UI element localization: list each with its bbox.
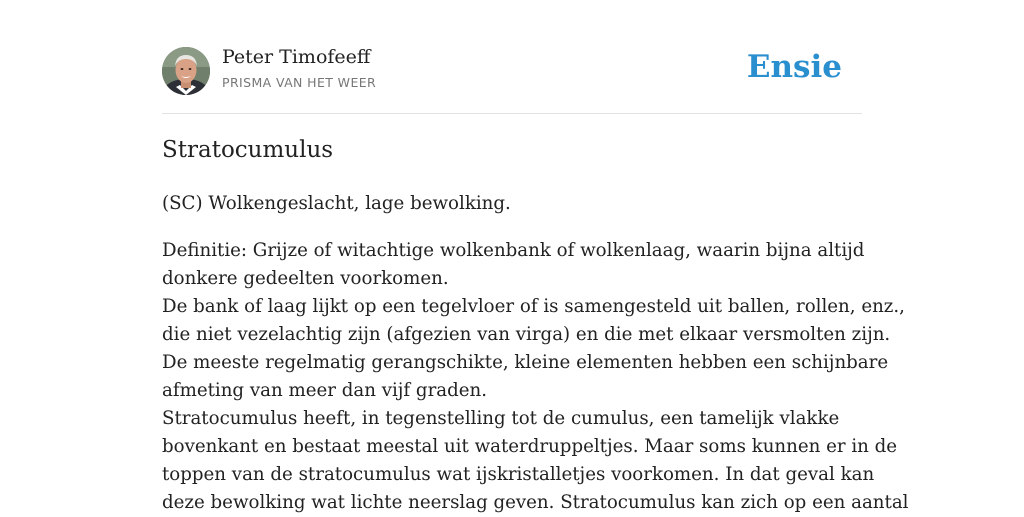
author-photo [162,47,210,95]
body-line: De bank of laag lijkt op een tegelvloer of is samengesteld uit ballen, rollen, enz., [162,296,905,317]
body-line: bovenkant en bestaat meestal uit waterdruppeltjes. Maar soms kunnen er in de [162,436,898,457]
author-avatar[interactable] [162,47,210,95]
article-header [162,47,862,95]
body-line: die niet vezelachtig zijn (afgezien van virga) en die met elkaar versmolten zijn. [162,324,891,345]
article-title: Stratocumulus [162,137,334,163]
body-line: afmeting van meer dan vijf graden. [162,380,488,401]
body-line: toppen van de stratocumulus wat ijskristalletjes voorkomen. In dat geval kan [162,464,875,485]
body-line: De meeste regelmatig gerangschikte, kleine elementen hebben een schijnbare [162,352,889,373]
body-line: deze bewolking wat lichte neerslag geven. Stratocumulus kan zich op een aantal [162,492,909,513]
author-name[interactable]: Peter Timofeeff [222,46,371,68]
collection-name[interactable]: PRISMA VAN HET WEER [222,75,377,90]
article-intro: (SC) Wolkengeslacht, lage bewolking. [162,193,511,214]
brand-logo[interactable]: Ensie [746,49,842,85]
body-line: donkere gedeelten voorkomen. [162,268,449,289]
body-line: Stratocumulus heeft, in tegenstelling tot de cumulus, een tamelijk vlakke [162,408,840,429]
header-divider [162,113,862,114]
body-line: Definitie: Grijze of witachtige wolkenbank of wolkenlaag, waarin bijna altijd [162,240,865,261]
article-body [162,237,909,517]
